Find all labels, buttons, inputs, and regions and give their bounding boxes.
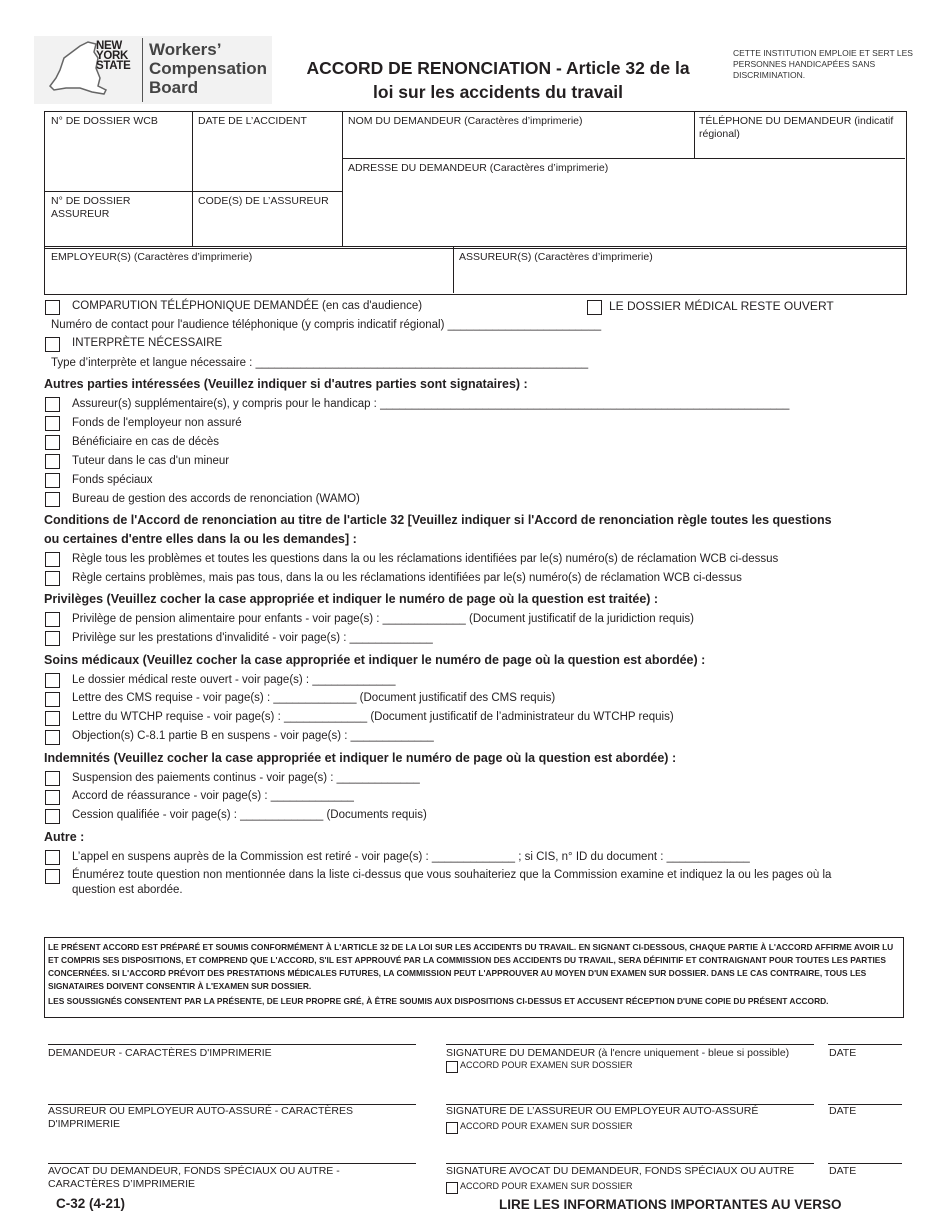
grid-divider: [44, 191, 342, 192]
employer-field[interactable]: EMPLOYEUR(S) (Caractères d’imprimerie): [51, 251, 253, 263]
medical-item: Objection(s) C-8.1 partie B en suspens - voir page(s) : _____________: [72, 730, 434, 742]
parties-heading: Autres parties intéressées (Veuillez indiquer si d'autres parties sont signataires) :: [44, 377, 528, 391]
claimant-address-field[interactable]: ADRESSE DU DEMANDEUR (Caractères d’imprimerie): [348, 162, 609, 174]
signature-line: [446, 1163, 814, 1164]
paper-review-checkbox[interactable]: [446, 1122, 458, 1134]
paper-review-checkbox[interactable]: [446, 1061, 458, 1073]
other-item-line1: Énumérez toute question non mentionnée dans la liste ci-dessus que vous souhaiteriez que la Commission examine et indiquez la ou les pages où la: [72, 869, 832, 881]
hearing-contact-number[interactable]: Numéro de contact pour l'audience téléphonique (y compris indicatif régional) ________________________: [51, 319, 602, 331]
carrier-code-field[interactable]: CODE(S) DE L’ASSUREUR: [198, 195, 329, 207]
checkbox[interactable]: [45, 869, 60, 884]
paper-review-label: ACCORD POUR EXAMEN SUR DOSSIER: [460, 1060, 633, 1070]
claimant-name-print[interactable]: DEMANDEUR - CARACTÈRES D'IMPRIMERIE: [48, 1047, 272, 1059]
grid-divider: [192, 111, 193, 247]
checkbox[interactable]: [45, 571, 60, 586]
checkbox[interactable]: [45, 850, 60, 865]
medical-open-checkbox[interactable]: [587, 300, 602, 315]
paper-review-checkbox[interactable]: [446, 1182, 458, 1194]
conditions-heading-line2: ou certaines d'entre elles dans la ou les demandes] :: [44, 532, 357, 546]
checkbox[interactable]: [45, 711, 60, 726]
ada-statement: CETTE INSTITUTION EMPLOIE ET SERT LES PERSONNES HANDICAPÉES SANS DISCRIMINATION.: [733, 48, 913, 80]
checkbox[interactable]: [45, 673, 60, 688]
wcb-case-field[interactable]: N° DE DOSSIER WCB: [51, 115, 158, 127]
medical-item: Lettre du WTCHP requise - voir page(s) : _____________ (Document justificatif de l’administrateur du WTCHP requis): [72, 711, 674, 723]
checkbox[interactable]: [45, 435, 60, 450]
signature-line: [48, 1163, 416, 1164]
party-item: Fonds spéciaux: [72, 474, 153, 486]
medical-item: Lettre des CMS requise - voir page(s) : _____________ (Document justificatif des CMS requis): [72, 692, 556, 704]
party-item: Bureau de gestion des accords de renonciation (WAMO): [72, 493, 360, 505]
form-title: ACCORD DE RENONCIATION - Article 32 de la loi sur les accidents du travail: [306, 58, 690, 102]
signature-date[interactable]: DATE: [829, 1165, 857, 1177]
form-id: C-32 (4-21): [56, 1196, 126, 1211]
signature-line: [446, 1044, 814, 1045]
lien-item: Privilège de pension alimentaire pour enfants - voir page(s) : _____________ (Document justificatif de la juridiction requis): [72, 613, 694, 625]
medical-item: Le dossier médical reste ouvert - voir page(s) : _____________: [72, 674, 396, 686]
party-item: Tuteur dans le cas d'un mineur: [72, 455, 230, 467]
paper-review-label: ACCORD POUR EXAMEN SUR DOSSIER: [460, 1121, 633, 1131]
phone-hearing-label: COMPARUTION TÉLÉPHONIQUE DEMANDÉE (en cas d'audience): [72, 300, 423, 312]
legal-notice: [48, 941, 900, 1008]
condition-item: Règle certains problèmes, mais pas tous, dans la ou les réclamations identifiées par le(s) numéro(s) de réclamation WCB ci-dessus: [72, 572, 742, 584]
checkbox[interactable]: [45, 492, 60, 507]
checkbox[interactable]: [45, 397, 60, 412]
carrier-name-print[interactable]: ASSUREUR OU EMPLOYEUR AUTO-ASSURÉ - CARACTÈRES D'IMPRIMERIE: [48, 1105, 353, 1130]
party-item: Fonds de l'employeur non assuré: [72, 417, 242, 429]
accident-date-field[interactable]: DATE DE L’ACCIDENT: [198, 115, 307, 127]
checkbox[interactable]: [45, 416, 60, 431]
indemnity-heading: Indemnités (Veuillez cocher la case appropriée et indiquer le numéro de page où la question est abordée) :: [44, 751, 677, 765]
wcb-wordmark: Workers’ Compensation Board: [149, 40, 268, 97]
condition-item: Règle tous les problèmes et toutes les questions dans la ou les réclamations identifiées par le(s) numéro(s) de réclamation WCB ci-dessus: [72, 553, 779, 565]
indemnity-item: Suspension des paiements continus - voir page(s) : _____________: [72, 772, 420, 784]
ny-state-wordmark: NEW YORK STATE: [96, 40, 131, 72]
legal-notice-paragraph: LES SOUSSIGNÉS CONSENTENT PAR LA PRÉSENTE, DE LEUR PROPRE GRÉ, À ÊTRE SOUMIS AUX DISPOSITIONS CI-DESSUS ET ACCUSENT RÉCEPTION D'UNE COPIE DU PRÉSENT ACCORD.: [48, 996, 829, 1006]
legal-notice-paragraph: LE PRÉSENT ACCORD EST PRÉPARÉ ET SOUMIS CONFORMÉMENT À L'ARTICLE 32 DE LA LOI SUR LES ACCIDENTS DU TRAVAIL. EN SIGNANT CI-DESSOUS, CHAQUE PARTIE À L'ACCORD AFFIRME AVOIR LU ET COMPRIS SES DISPOSITIONS, ET COMPREND QUE L'ACCORD, S'IL EST APPROUVÉ PAR LA COMMISSION DES ACCIDENTS DU TRAVAIL, SERA DÉFINITIF ET CONTRAIGNANT POUR TOUTES LES PARTIES CONCERNÉES. SI L'ACCORD PRÉVOIT DES PRESTATIONS MÉDICALES FUTURES, LA COMMISSION PEUT L'APPROUVER AU MOYEN D'UN EXAMEN SUR DOSSIER. DANS LE CAS CONTRAIRE, TOUS LES SIGNATAIRES DOIVENT CONSENTIR À L'EXAMEN SUR DOSSIER.: [48, 942, 894, 991]
grid-divider: [342, 111, 343, 247]
liens-heading: Privilèges (Veuillez cocher la case appropriée et indiquer le numéro de page où la question est traitée) :: [44, 592, 659, 606]
logo-divider: [142, 38, 143, 102]
attorney-signature[interactable]: SIGNATURE AVOCAT DU DEMANDEUR, FONDS SPÉCIAUX OU AUTRE: [446, 1165, 795, 1177]
signature-line: [48, 1044, 416, 1045]
carrier-case-field[interactable]: N° DE DOSSIER ASSUREUR: [51, 195, 131, 220]
read-back-notice: LIRE LES INFORMATIONS IMPORTANTES AU VERSO: [499, 1197, 842, 1212]
grid-divider: [342, 158, 905, 159]
other-item: L’appel en suspens auprès de la Commission est retiré - voir page(s) : _____________ ; si CIS, n° ID du document : _____________: [72, 851, 750, 863]
interpreter-checkbox[interactable]: [45, 337, 60, 352]
signature-date[interactable]: DATE: [829, 1047, 857, 1059]
interpreter-label: INTERPRÈTE NÉCESSAIRE: [72, 337, 223, 349]
checkbox[interactable]: [45, 631, 60, 646]
party-item: Bénéficiaire en cas de décès: [72, 436, 220, 448]
other-heading: Autre :: [44, 830, 85, 844]
claimant-name-field[interactable]: NOM DU DEMANDEUR (Caractères d’imprimerie): [348, 115, 583, 127]
party-item: Assureur(s) supplémentaire(s), y compris pour le handicap : ________________________________________________________________: [72, 398, 790, 410]
paper-review-label: ACCORD POUR EXAMEN SUR DOSSIER: [460, 1181, 633, 1191]
phone-hearing-checkbox[interactable]: [45, 300, 60, 315]
conditions-heading-line1: Conditions de l'Accord de renonciation au titre de l'article 32 [Veuillez indiquer si l'Accord de renonciation règle toutes les questions: [44, 513, 832, 527]
indemnity-item: Accord de réassurance - voir page(s) : _____________: [72, 790, 354, 802]
claimant-phone-field[interactable]: TÉLÉPHONE DU DEMANDEUR (indicatif régional): [699, 115, 894, 140]
medical-heading: Soins médicaux (Veuillez cocher la case appropriée et indiquer le numéro de page où la question est abordée) :: [44, 653, 706, 667]
checkbox[interactable]: [45, 552, 60, 567]
claimant-signature[interactable]: SIGNATURE DU DEMANDEUR (à l'encre uniquement - bleue si possible): [446, 1047, 790, 1059]
other-item-line2: question est abordée.: [72, 884, 183, 896]
checkbox[interactable]: [45, 612, 60, 627]
checkbox[interactable]: [45, 473, 60, 488]
checkbox[interactable]: [45, 730, 60, 745]
signature-date[interactable]: DATE: [829, 1105, 857, 1117]
grid-divider: [694, 111, 695, 158]
indemnity-item: Cession qualifiée - voir page(s) : _____________ (Documents requis): [72, 809, 427, 821]
carrier-signature[interactable]: SIGNATURE DE L’ASSUREUR OU EMPLOYEUR AUTO-ASSURÉ: [446, 1105, 759, 1117]
grid-divider: [453, 246, 454, 293]
attorney-name-print[interactable]: AVOCAT DU DEMANDEUR, FONDS SPÉCIAUX OU AUTRE - CARACTÈRES D’IMPRIMERIE: [48, 1165, 340, 1190]
checkbox[interactable]: [45, 809, 60, 824]
medical-open-label: LE DOSSIER MÉDICAL RESTE OUVERT: [609, 299, 834, 313]
signature-line: [828, 1163, 902, 1164]
lien-item: Privilège sur les prestations d'invalidité - voir page(s) : _____________: [72, 632, 433, 644]
checkbox[interactable]: [45, 454, 60, 469]
interpreter-type[interactable]: Type d’interprète et langue nécessaire : ____________________________________________________: [51, 357, 589, 369]
checkbox[interactable]: [45, 771, 60, 786]
checkbox[interactable]: [45, 790, 60, 805]
checkbox[interactable]: [45, 692, 60, 707]
signature-line: [828, 1044, 902, 1045]
insurer-field[interactable]: ASSUREUR(S) (Caractères d’imprimerie): [459, 251, 653, 263]
